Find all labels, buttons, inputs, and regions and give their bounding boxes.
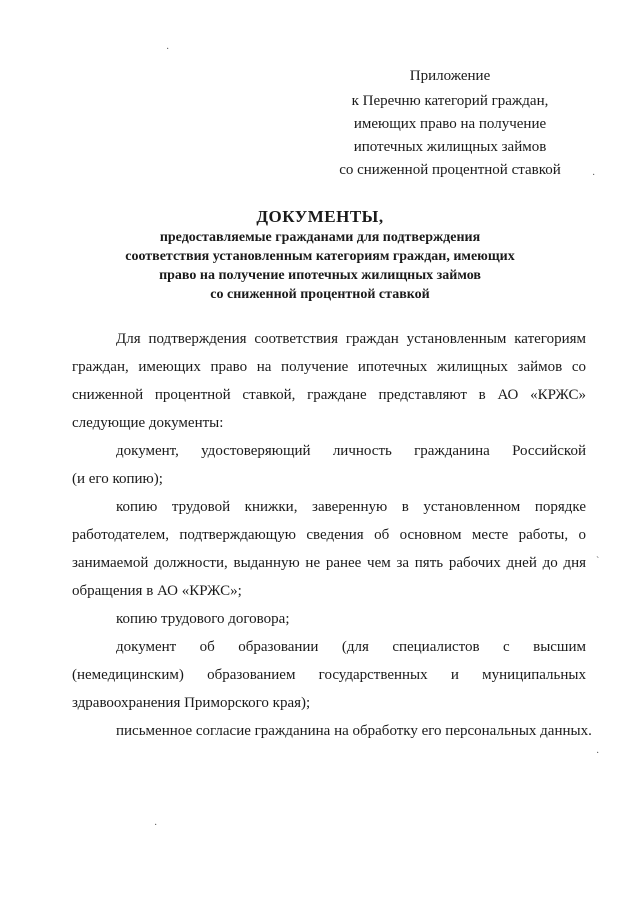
scan-speck: `: [596, 556, 600, 567]
paragraph-line: Для подтверждения соответствия граждан установленным категориям: [116, 331, 586, 347]
paragraph-line: копию трудовой книжки, заверенную в установленном порядке: [116, 499, 586, 515]
appendix-heading: Приложение: [409, 68, 491, 84]
paragraph-line: копию трудового договора;: [116, 611, 290, 627]
title-main: ДОКУМЕНТЫ,: [256, 207, 384, 226]
paragraph-line: (и его копию);: [72, 471, 163, 487]
paragraph-line: граждан, имеющих право на получение ипотечных жилищных займов со: [72, 359, 586, 375]
document-title: [100, 206, 540, 304]
title-subtitle-line: право на получение ипотечных жилищных займов: [159, 268, 481, 283]
paragraph-line: письменное согласие гражданина на обработку его персональных данных.: [116, 723, 592, 739]
appendix-line: ипотечных жилищных займов: [353, 139, 547, 155]
list-item: [72, 493, 586, 605]
list-item: [72, 717, 592, 745]
scan-speck: ·: [154, 820, 158, 831]
appendix-block: [300, 64, 620, 182]
paragraph-line: (немедицинским) образованием государственных и муниципальных: [72, 667, 586, 683]
paragraph-line: обращения в АО «КРЖС»;: [72, 583, 242, 599]
title-subtitle: [100, 228, 540, 304]
scan-speck: ·: [592, 170, 596, 181]
intro-paragraph: [72, 325, 586, 437]
appendix-line: имеющих право на получение: [353, 116, 547, 132]
list-item: [72, 437, 586, 493]
paragraph-line: документ об образовании (для специалистов с высшим: [116, 639, 586, 655]
appendix-line: со сниженной процентной ставкой: [339, 162, 561, 178]
document-body: [72, 325, 592, 745]
title-subtitle-line: со сниженной процентной ставкой: [210, 287, 430, 302]
scan-speck: ·: [166, 44, 170, 55]
paragraph-line: документ, удостоверяющий личность гражданина Российской: [116, 443, 586, 459]
appendix-lines: [300, 90, 600, 182]
list-item: [72, 633, 586, 717]
paragraph-line: работодателем, подтверждающую сведения об основном месте работы, о: [72, 527, 586, 543]
paragraph-line: здравоохранения Приморского края);: [72, 695, 311, 711]
paragraph-line: следующие документы:: [72, 415, 224, 431]
scan-speck: ·: [596, 748, 600, 759]
appendix-line: к Перечню категорий граждан,: [351, 93, 549, 109]
title-subtitle-line: соответствия установленным категориям граждан, имеющих: [125, 249, 515, 264]
title-subtitle-line: предоставляемые гражданами для подтверждения: [159, 230, 481, 245]
paragraph-line: сниженной процентной ставкой, граждане представляют в АО «КРЖС»: [72, 387, 586, 403]
list-item: [72, 605, 586, 633]
paragraph-line: занимаемой должности, выданную не ранее чем за пять рабочих дней до дня: [72, 555, 586, 571]
